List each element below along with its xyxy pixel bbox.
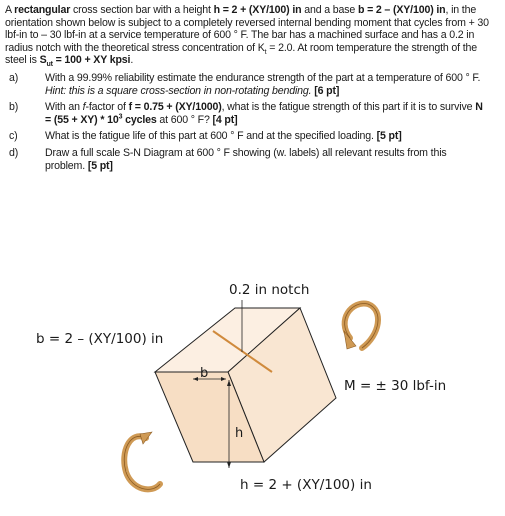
sut-subscript: ut [46,61,53,69]
points-badge: [4 pt] [212,113,238,126]
bar-diagram [0,270,505,516]
height-formula: h = 2 + (XY/100) in [213,4,302,16]
question-text [29,147,497,172]
points-badge: [5 pt] [87,159,113,172]
moment-arrow-left-icon [124,432,160,489]
question-text [29,101,497,126]
question-body: With a 99.99% reliability estimate the endurance strength of the part at a temperature of 600 ° F. [45,71,481,84]
question-c [5,130,497,143]
moment-arrow-right-icon [344,303,378,349]
n-formula-unit: cycles [122,113,157,126]
n-formula-exponent: 3 [118,113,123,121]
intro-text: = 2.0. At room temperature the strength of the steel is [5,41,478,67]
points-badge: [5 pt] [376,130,402,143]
shape-keyword: rectangular [14,4,71,16]
sut-value: = 100 + XY kpsi [52,54,131,67]
question-body: What is the fatigue life of this part at 600 ° F and at the specified loading. [45,130,377,143]
question-body: With an [45,101,83,114]
question-hint: Hint: this is a square cross-section in non-rotating bending. [45,84,312,97]
h-arrowhead-bottom [227,462,231,468]
question-d [5,147,497,172]
problem-statement [5,4,497,67]
question-label: c) [9,130,18,143]
question-label: b) [9,101,19,114]
question-label: a) [9,71,19,84]
problem-document [5,4,497,176]
intro-text: , in the orientation shown below is subject to a completely reversed internal bending moment that cycles from + 30 lbf-in to – 30 lbf-in at a service temperature of 600 ° F. The bar has a machined surface and has a 0.2 in radius notch with the theoretical stress concentration of K [5,4,489,54]
notch-label: 0.2 in notch [229,282,310,298]
f-italic: f [82,101,86,114]
kt-subscript: t [264,48,267,56]
question-b [5,101,497,126]
question-text [29,72,497,97]
base-formula: b = 2 – (XY/100) in [357,4,446,16]
question-body: -factor of [85,101,129,114]
f-formula: f = 0.75 + (XY/1000) [128,101,222,114]
intro-text: and a base [301,4,358,16]
question-body: , what is the fatigue strength of this part if it is to survive [221,101,476,114]
points-badge: [6 pt] [314,84,340,97]
n-formula-base: N = (55 + XY) * 10 [45,101,483,126]
question-label: d) [9,146,19,159]
sut-symbol: S [39,54,47,67]
question-body: at 600 ° F? [156,113,213,126]
moment-label: M = ± 30 lbf-in [344,378,447,394]
question-list [5,72,497,172]
strength-formula [39,54,134,69]
intro-text: cross section bar with a height [70,4,214,16]
question-body: Draw a full scale S-N Diagram at 600 ° F showing (w. labels) all relevant results from this problem. [45,146,447,172]
b-dimension-label: b [200,366,209,381]
base-dimension-label: b = 2 – (XY/100) in [36,331,164,347]
question-a [5,72,497,97]
question-text [29,130,497,143]
height-dimension-label: h = 2 + (XY/100) in [240,477,372,493]
problem-intro-paragraph [5,4,497,67]
intro-text: . [130,54,134,67]
h-dimension-label: h [235,426,244,441]
intro-text: A [5,4,15,16]
